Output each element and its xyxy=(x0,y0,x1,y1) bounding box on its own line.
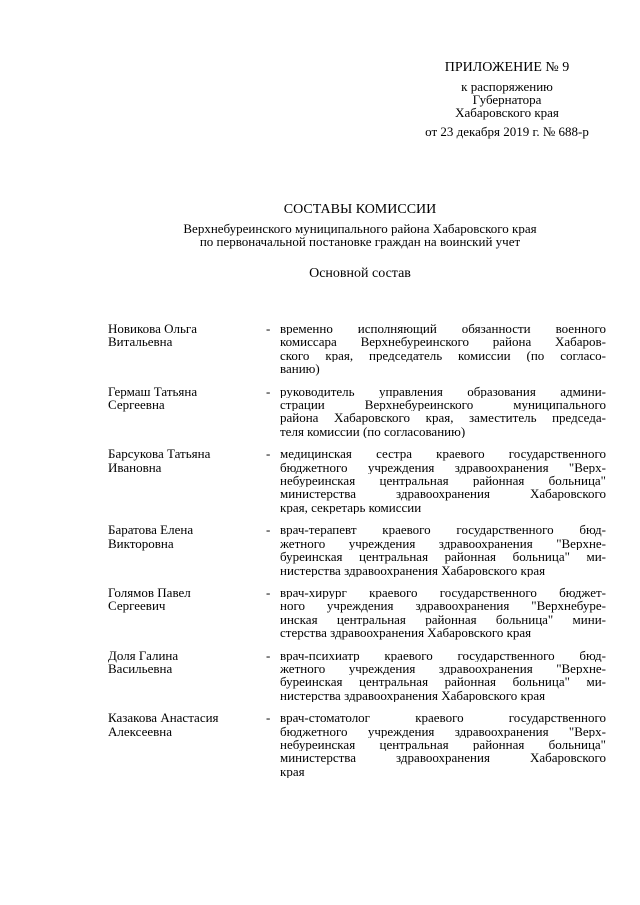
member-name-line: Сергеевич xyxy=(108,598,166,614)
document-heading xyxy=(60,202,640,282)
member-dash: - xyxy=(266,584,271,600)
member-role-line: врач-психиатр краевого государственного бюд- xyxy=(280,648,606,662)
member-row xyxy=(108,586,608,640)
document-title: СОСТАВЫ КОМИССИИ xyxy=(283,202,437,217)
member-role-line: медицинская сестра краевого государственного xyxy=(280,447,606,461)
member-dash: - xyxy=(266,446,271,462)
member-name-line: Васильевна xyxy=(108,660,173,676)
member-role xyxy=(280,447,606,514)
member-role-line: небуреинская центральная районная больница" xyxy=(280,737,606,752)
appendix-block xyxy=(392,60,622,138)
member-name-line: Казакова Анастасия xyxy=(108,710,219,726)
member-role-line: буреинская центральная районная больница" ми- xyxy=(280,550,606,564)
member-row xyxy=(108,523,608,577)
document-subtitle-line: Верхнебуреинского муниципального района Хабаровского края xyxy=(183,221,537,236)
member-role-line: ского края, председатель комиссии (по согласо- xyxy=(280,348,606,363)
appendix-title: ПРИЛОЖЕНИЕ № 9 xyxy=(444,60,570,75)
member-row xyxy=(108,322,608,376)
member-name-line: Алексеевна xyxy=(108,723,172,739)
member-role-line: края, секретарь комиссии xyxy=(280,500,422,515)
member-role-line: временно исполняющий обязанности военного xyxy=(280,322,606,336)
member-role-line: небуреинская центральная районная больница" xyxy=(280,474,606,488)
member-role-line: стерства здравоохранения Хабаровского края xyxy=(280,626,532,640)
member-name xyxy=(108,711,266,738)
member-role-line: нистерства здравоохранения Хабаровского края xyxy=(280,688,546,703)
member-dash: - xyxy=(266,522,271,538)
members-list xyxy=(108,322,608,778)
member-role-line: буреинская центральная районная больница" ми- xyxy=(280,675,606,689)
appendix-line: к распоряжению xyxy=(461,79,553,94)
member-name-line: Викторовна xyxy=(108,535,174,551)
member-role xyxy=(280,523,606,577)
member-name-line: Баратова Елена xyxy=(108,522,194,538)
member-name xyxy=(108,322,266,349)
member-name-line: Новикова Ольга xyxy=(108,321,198,336)
member-row xyxy=(108,649,608,703)
member-role-line: страции Верхнебуреинского муниципального xyxy=(280,398,606,412)
member-role-line: министерства здравоохранения Хабаровского xyxy=(280,487,606,501)
member-name xyxy=(108,523,266,550)
member-role xyxy=(280,385,606,439)
member-role-line: руководитель управления образования админи- xyxy=(280,384,606,399)
member-role xyxy=(280,711,606,778)
member-name-line: Барсукова Татьяна xyxy=(108,446,211,462)
appendix-line: Хабаровского края xyxy=(455,105,559,120)
member-role-line: жетного учреждения здравоохранения "Верхне- xyxy=(280,661,606,676)
member-role-line: инская центральная районная больница" мини- xyxy=(280,612,606,627)
member-role-line: бюджетного учреждения здравоохранения "Верх- xyxy=(280,724,606,738)
member-name-line: Ивановна xyxy=(108,459,162,475)
member-name xyxy=(108,385,266,412)
member-role-line: комиссара Верхнебуреинского района Хабаров- xyxy=(280,335,606,349)
appendix-date: от 23 декабря 2019 г. № 688-р xyxy=(425,124,589,139)
member-name-line: Витальевна xyxy=(108,334,173,350)
member-name xyxy=(108,447,266,474)
member-name-line: Сергеевна xyxy=(108,397,165,413)
member-row xyxy=(108,385,608,439)
member-name-line: Гермаш Татьяна xyxy=(108,383,198,399)
member-dash: - xyxy=(266,321,271,336)
member-row xyxy=(108,711,608,778)
member-role-line: бюджетного учреждения здравоохранения "Верх- xyxy=(280,460,606,475)
member-role-line: врач-хирург краевого государственного бюджет- xyxy=(280,585,606,600)
member-role xyxy=(280,322,606,376)
member-role xyxy=(280,586,606,640)
member-role-line: министерства здравоохранения Хабаровского xyxy=(280,751,606,765)
member-row xyxy=(108,447,608,514)
member-role-line: нистерства здравоохранения Хабаровского края xyxy=(280,563,546,577)
document-subtitle-line: по первоначальной постановке граждан на воинский учет xyxy=(199,234,521,249)
member-dash: - xyxy=(266,710,271,726)
member-role xyxy=(280,649,606,703)
member-role-line: района Хабаровского края, заместитель председа- xyxy=(280,411,606,425)
member-role-line: врач-стоматолог краевого государственного xyxy=(280,711,606,725)
member-name xyxy=(108,586,266,613)
member-name xyxy=(108,649,266,676)
member-role-line: края xyxy=(280,764,305,779)
member-name-line: Голямов Павел xyxy=(108,584,191,600)
member-role-line: ного учреждения здравоохранения "Верхнебуре- xyxy=(280,599,606,613)
member-name-line: Доля Галина xyxy=(108,647,179,663)
appendix-line: Губернатора xyxy=(472,92,542,107)
section-title: Основной состав xyxy=(309,266,411,281)
member-dash: - xyxy=(266,647,271,663)
member-role-line: врач-терапевт краевого государственного бюд- xyxy=(280,523,606,537)
member-role-line: ванию) xyxy=(280,362,320,376)
member-role-line: жетного учреждения здравоохранения "Верхне- xyxy=(280,536,606,551)
member-dash: - xyxy=(266,383,271,399)
member-role-line: теля комиссии (по согласованию) xyxy=(280,424,466,439)
